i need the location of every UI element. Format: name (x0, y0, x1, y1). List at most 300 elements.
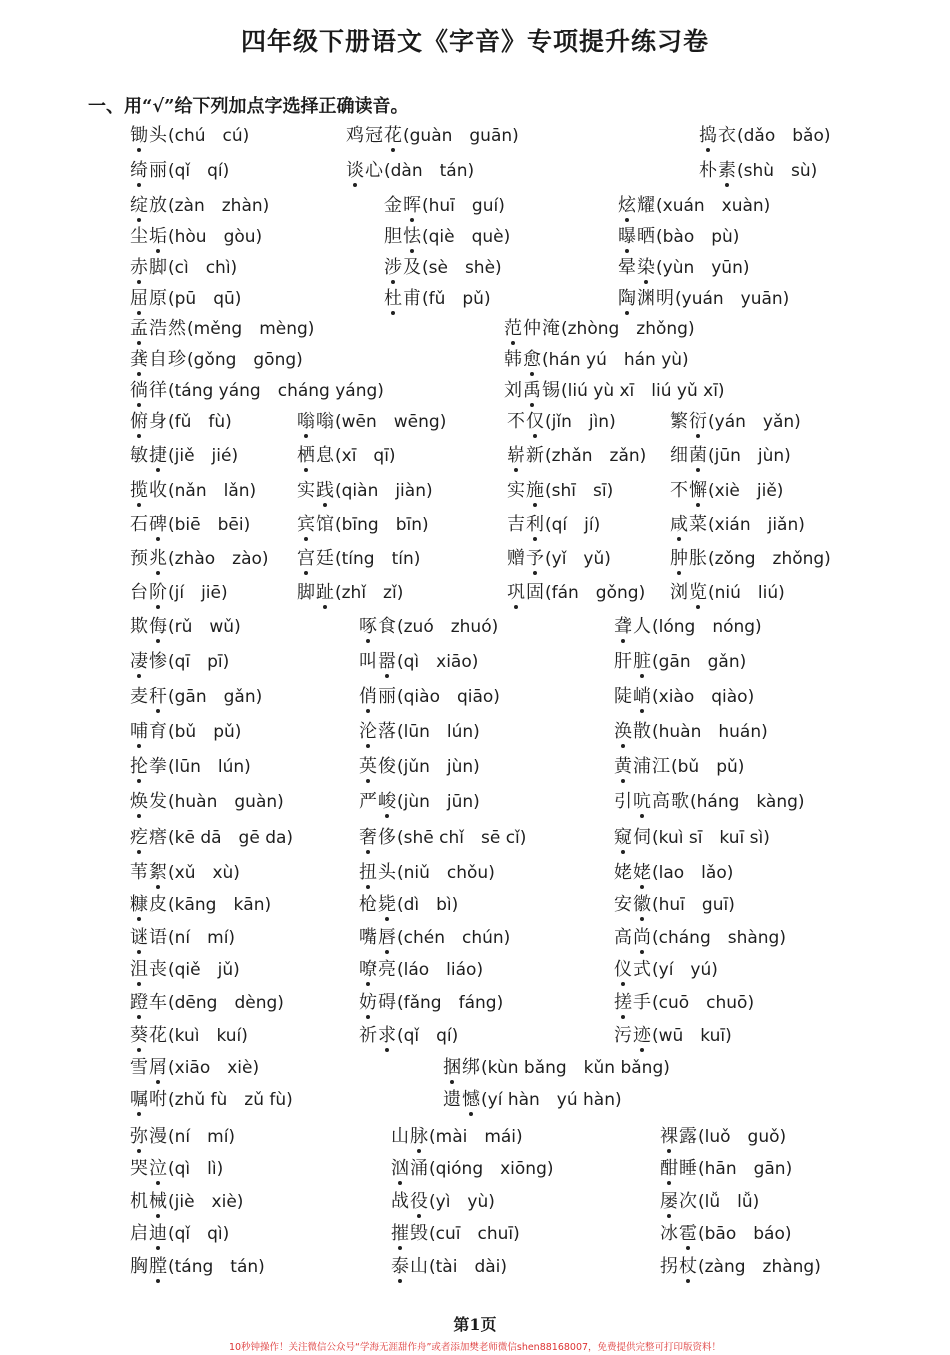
pinyin-options: (zǒng zhǒng) (708, 549, 831, 569)
emphasis-dot (640, 709, 644, 713)
pinyin-item (346, 124, 519, 148)
word: 孟浩然 (130, 318, 187, 339)
emphasis-dot (156, 1279, 160, 1283)
pinyin-item (130, 379, 384, 403)
pinyin-options: (fǔ fù) (168, 412, 232, 432)
pinyin-options: (yǐ yǔ) (545, 549, 611, 569)
word: 黄浦江 (614, 756, 671, 777)
pinyin-item (130, 1056, 259, 1080)
word: 龚自珍 (130, 349, 187, 370)
pinyin-item (130, 547, 269, 571)
pinyin-item (297, 410, 446, 434)
pinyin-options: (zhǔ fù zǔ fù) (168, 1090, 293, 1110)
word: 蹬车 (130, 992, 168, 1013)
word: 高尚 (614, 927, 652, 948)
emphasis-dot (137, 1112, 141, 1116)
emphasis-dot (530, 372, 534, 376)
pinyin-item (504, 348, 689, 372)
pinyin-item (130, 225, 262, 249)
emphasis-dot (323, 605, 327, 609)
word: 弥漫 (130, 1126, 168, 1147)
pinyin-options: (qí jí) (545, 515, 601, 535)
emphasis-dot (385, 917, 389, 921)
pinyin-item (130, 755, 251, 779)
pinyin-item (384, 256, 502, 280)
pinyin-item (670, 513, 805, 537)
pinyin-options: (yí yú) (652, 960, 718, 980)
word: 杜甫 (384, 288, 422, 309)
pinyin-item (130, 1024, 248, 1048)
word: 赤脚 (130, 257, 168, 278)
pinyin-options: (chén chún) (397, 928, 511, 948)
emphasis-dot (696, 468, 700, 472)
pinyin-options: (huī guí) (422, 196, 505, 216)
pinyin-options: (chú cú) (168, 126, 250, 146)
emphasis-dot (137, 311, 141, 315)
emphasis-dot (137, 1015, 141, 1019)
word: 祈求 (359, 1025, 397, 1046)
pinyin-options: (kē dā gē da) (168, 828, 294, 848)
pinyin-item (443, 1088, 622, 1112)
emphasis-dot (640, 950, 644, 954)
word: 抡拳 (130, 756, 168, 777)
emphasis-dot (621, 850, 625, 854)
word: 实施 (507, 480, 545, 501)
word: 咸菜 (670, 514, 708, 535)
pinyin-options: (kuì kuí) (168, 1026, 248, 1046)
emphasis-dot (137, 148, 141, 152)
pinyin-item (130, 348, 303, 372)
emphasis-dot (156, 709, 160, 713)
word: 涉及 (384, 257, 422, 278)
pinyin-item (359, 861, 495, 885)
pinyin-item (359, 926, 510, 950)
word: 俯身 (130, 411, 168, 432)
emphasis-dot (530, 403, 534, 407)
pinyin-item (130, 1222, 229, 1246)
footer-note: 10秒钟操作！关注微信公众号“学海无涯甜作舟”或者添加樊老师微信shen88168007，免费提供完整可打印版资料！ (228, 1342, 722, 1353)
pinyin-item (614, 893, 735, 917)
word: 陶渊明 (618, 288, 675, 309)
pinyin-options: (jiè xiè) (168, 1192, 244, 1212)
pinyin-item (130, 790, 284, 814)
pinyin-options: (xiè jiě) (708, 481, 784, 501)
emphasis-dot (137, 744, 141, 748)
pinyin-item (660, 1255, 821, 1279)
word: 预兆 (130, 548, 168, 569)
emphasis-dot (677, 571, 681, 575)
word: 捆绑 (443, 1057, 481, 1078)
pinyin-options: (xuán xuàn) (656, 196, 771, 216)
pinyin-item (130, 287, 241, 311)
page-title: 四年级下册语文《字音》专项提升练习卷 (240, 27, 709, 56)
emphasis-dot (625, 249, 629, 253)
pinyin-item (507, 444, 646, 468)
pinyin-item (614, 991, 754, 1015)
word: 葵花 (130, 1025, 168, 1046)
word: 裸露 (660, 1126, 698, 1147)
emphasis-dot (514, 605, 518, 609)
pinyin-options: (zhòng zhǒng) (561, 319, 695, 339)
pinyin-options: (tài dài) (429, 1257, 508, 1277)
pinyin-item (507, 479, 613, 503)
word: 鸡冠花 (346, 125, 403, 146)
pinyin-options: (gǒng gōng) (187, 350, 303, 370)
pinyin-item (660, 1190, 759, 1214)
pinyin-options: (bào pù) (656, 227, 740, 247)
emphasis-dot (417, 1149, 421, 1153)
emphasis-dot (621, 982, 625, 986)
word: 栖息 (297, 445, 335, 466)
emphasis-dot (469, 1112, 473, 1116)
word: 炫耀 (618, 195, 656, 216)
word: 韩愈 (504, 349, 542, 370)
word: 绮丽 (130, 160, 168, 181)
word: 涣散 (614, 721, 652, 742)
pinyin-item (130, 650, 229, 674)
pinyin-item (507, 581, 645, 605)
emphasis-dot (366, 744, 370, 748)
pinyin-options: (wēn wēng) (335, 412, 447, 432)
pinyin-options: (cuō chuō) (652, 993, 755, 1013)
emphasis-dot (385, 1048, 389, 1052)
word: 糠皮 (130, 894, 168, 915)
emphasis-dot (156, 1181, 160, 1185)
emphasis-dot (391, 311, 395, 315)
word: 啄食 (359, 616, 397, 637)
word: 尘垢 (130, 226, 168, 247)
emphasis-dot (137, 503, 141, 507)
pinyin-options: (jǔn jùn) (397, 757, 480, 777)
pinyin-options: (xiào qiào) (652, 687, 755, 707)
pinyin-item (346, 159, 474, 183)
pinyin-options: (háng kàng) (690, 792, 805, 812)
pinyin-item (670, 581, 785, 605)
word: 巩固 (507, 582, 545, 603)
section-heading: 一、用“√”给下列加点字选择正确读音。 (88, 96, 409, 117)
pinyin-options: (ní mí) (168, 928, 236, 948)
pinyin-options: (qǐ qì) (168, 1224, 230, 1244)
word: 枪毙 (359, 894, 397, 915)
emphasis-dot (621, 639, 625, 643)
emphasis-dot (304, 434, 308, 438)
pinyin-options: (kuì sī kuī sì) (652, 828, 770, 848)
pinyin-item (391, 1125, 523, 1149)
emphasis-dot (137, 850, 141, 854)
word: 污迹 (614, 1025, 652, 1046)
word: 摧毁 (391, 1223, 429, 1244)
pinyin-options: (qǐ qí) (168, 161, 230, 181)
emphasis-dot (621, 779, 625, 783)
pinyin-options: (yùn yūn) (656, 258, 750, 278)
pinyin-options: (nǎn lǎn) (168, 481, 257, 501)
pinyin-item (614, 685, 754, 709)
word: 妨碍 (359, 992, 397, 1013)
pinyin-options: (guàn guān) (403, 126, 519, 146)
pinyin-options: (rǔ wǔ) (168, 617, 241, 637)
pinyin-options: (pū qū) (168, 289, 242, 309)
emphasis-dot (137, 403, 141, 407)
pinyin-item (660, 1157, 792, 1181)
pinyin-item (359, 685, 500, 709)
emphasis-dot (366, 779, 370, 783)
emphasis-dot (137, 341, 141, 345)
word: 肝脏 (614, 651, 652, 672)
pinyin-item (130, 958, 240, 982)
word: 战役 (391, 1191, 429, 1212)
pinyin-item (359, 893, 458, 917)
pinyin-item (384, 287, 491, 311)
word: 敏捷 (130, 445, 168, 466)
pinyin-item (443, 1056, 670, 1080)
pinyin-item (297, 444, 396, 468)
pinyin-options: (hán yú hán yù) (542, 350, 689, 370)
page-number: 第1页 (453, 1315, 497, 1334)
word: 汹涌 (391, 1158, 429, 1179)
pinyin-item (359, 790, 480, 814)
word: 浏览 (670, 582, 708, 603)
word: 宾馆 (297, 514, 335, 535)
emphasis-dot (391, 280, 395, 284)
pinyin-item (699, 159, 817, 183)
pinyin-item (130, 685, 262, 709)
pinyin-options: (láo liáo) (397, 960, 484, 980)
word: 宫廷 (297, 548, 335, 569)
word: 聋人 (614, 616, 652, 637)
pinyin-options: (fǎng fáng) (397, 993, 504, 1013)
word: 严峻 (359, 791, 397, 812)
word: 引吭高歌 (614, 791, 690, 812)
pinyin-item (618, 225, 739, 249)
word: 陡峭 (614, 686, 652, 707)
pinyin-item (614, 615, 762, 639)
word: 嘱咐 (130, 1089, 168, 1110)
pinyin-item (507, 513, 600, 537)
word: 谜语 (130, 927, 168, 948)
pinyin-options: (huī guī) (652, 895, 735, 915)
pinyin-options: (fán gǒng) (545, 583, 646, 603)
pinyin-item (130, 256, 237, 280)
word: 金晖 (384, 195, 422, 216)
emphasis-dot (137, 917, 141, 921)
pinyin-options: (luǒ guǒ) (698, 1127, 787, 1147)
pinyin-options: (xián jiǎn) (708, 515, 805, 535)
pinyin-options: (dēng dèng) (168, 993, 284, 1013)
word: 不仅 (507, 411, 545, 432)
pinyin-options: (yán yǎn) (708, 412, 801, 432)
pinyin-item (618, 194, 770, 218)
emphasis-dot (533, 503, 537, 507)
word: 范仲淹 (504, 318, 561, 339)
word: 沦落 (359, 721, 397, 742)
pinyin-options: (lóng nóng) (652, 617, 762, 637)
pinyin-options: (sè shè) (422, 258, 502, 278)
pinyin-item (660, 1125, 786, 1149)
pinyin-options: (yuán yuān) (675, 289, 790, 309)
emphasis-dot (366, 639, 370, 643)
emphasis-dot (156, 1214, 160, 1218)
emphasis-dot (366, 982, 370, 986)
pinyin-options: (mài mái) (429, 1127, 523, 1147)
pinyin-options: (tíng tín) (335, 549, 421, 569)
pinyin-item (359, 958, 483, 982)
pinyin-options: (lǚ lǚ) (698, 1192, 760, 1212)
word: 焕发 (130, 791, 168, 812)
pinyin-item (359, 826, 526, 850)
word: 朴素 (699, 160, 737, 181)
pinyin-options: (ní mí) (168, 1127, 236, 1147)
pinyin-item (504, 379, 725, 403)
word: 凄惨 (130, 651, 168, 672)
word: 叫嚣 (359, 651, 397, 672)
pinyin-options: (cháng shàng) (652, 928, 786, 948)
emphasis-dot (686, 1246, 690, 1250)
pinyin-item (614, 861, 733, 885)
pinyin-options: (jiě jié) (168, 446, 239, 466)
word: 实践 (297, 480, 335, 501)
pinyin-options: (zàn zhàn) (168, 196, 270, 216)
word: 台阶 (130, 582, 168, 603)
emphasis-dot (385, 950, 389, 954)
emphasis-dot (366, 1015, 370, 1019)
word: 晕染 (618, 257, 656, 278)
pinyin-options: (qiào qiāo) (397, 687, 500, 707)
word: 哭泣 (130, 1158, 168, 1179)
emphasis-dot (137, 1048, 141, 1052)
pinyin-options: (qǐ qí) (397, 1026, 459, 1046)
emphasis-dot (644, 280, 648, 284)
emphasis-dot (137, 814, 141, 818)
pinyin-options: (cuī chuī) (429, 1224, 520, 1244)
emphasis-dot (304, 571, 308, 575)
emphasis-dot (398, 1181, 402, 1185)
emphasis-dot (156, 1080, 160, 1084)
word: 沮丧 (130, 959, 168, 980)
word: 冰雹 (660, 1223, 698, 1244)
pinyin-options: (měng mèng) (187, 319, 315, 339)
emphasis-dot (625, 218, 629, 222)
pinyin-options: (hān gān) (698, 1159, 793, 1179)
emphasis-dot (137, 372, 141, 376)
pinyin-options: (qiàn jiàn) (335, 481, 433, 501)
pinyin-options: (cì chì) (168, 258, 238, 278)
pinyin-options: (niǔ chǒu) (397, 863, 495, 883)
pinyin-options: (zhào zào) (168, 549, 269, 569)
emphasis-dot (696, 503, 700, 507)
emphasis-dot (385, 814, 389, 818)
emphasis-dot (706, 148, 710, 152)
emphasis-dot (621, 1015, 625, 1019)
word: 嘴唇 (359, 927, 397, 948)
word: 赠予 (507, 548, 545, 569)
emphasis-dot (137, 779, 141, 783)
word: 酣睡 (660, 1158, 698, 1179)
word: 麦秆 (130, 686, 168, 707)
pinyin-options: (bīng bīn) (335, 515, 429, 535)
emphasis-dot (625, 311, 629, 315)
word: 奢侈 (359, 827, 397, 848)
emphasis-dot (156, 639, 160, 643)
emphasis-dot (391, 148, 395, 152)
emphasis-dot (417, 1214, 421, 1218)
emphasis-dot (137, 218, 141, 222)
word: 吉利 (507, 514, 545, 535)
word: 安徽 (614, 894, 652, 915)
pinyin-options: (shī sī) (545, 481, 614, 501)
pinyin-item (130, 615, 241, 639)
emphasis-dot (366, 709, 370, 713)
word: 刘禹锡 (504, 380, 561, 401)
emphasis-dot (156, 1246, 160, 1250)
emphasis-dot (640, 885, 644, 889)
pinyin-options: (fǔ pǔ) (422, 289, 491, 309)
pinyin-item (297, 513, 429, 537)
word: 扭头 (359, 862, 397, 883)
pinyin-item (130, 893, 271, 917)
pinyin-options: (xī qī) (335, 446, 396, 466)
word: 徜徉 (130, 380, 168, 401)
word: 拐杖 (660, 1256, 698, 1277)
emphasis-dot (640, 917, 644, 921)
pinyin-item (504, 317, 695, 341)
emphasis-dot (137, 434, 141, 438)
word: 嘹亮 (359, 959, 397, 980)
word: 俏丽 (359, 686, 397, 707)
emphasis-dot (533, 537, 537, 541)
word: 苇絮 (130, 862, 168, 883)
emphasis-dot (533, 571, 537, 575)
emphasis-dot (156, 249, 160, 253)
pinyin-item (670, 444, 791, 468)
emphasis-dot (410, 249, 414, 253)
pinyin-options: (dì bì) (397, 895, 459, 915)
pinyin-options: (dàn tán) (384, 161, 475, 181)
word: 曝晒 (618, 226, 656, 247)
pinyin-item (614, 926, 786, 950)
pinyin-item (130, 1157, 223, 1181)
pinyin-item (507, 410, 616, 434)
pinyin-item (297, 547, 420, 571)
pinyin-item (391, 1157, 554, 1181)
pinyin-options: (niú liú) (708, 583, 785, 603)
pinyin-options: (shù sù) (737, 161, 818, 181)
emphasis-dot (686, 1279, 690, 1283)
pinyin-options: (qī pī) (168, 652, 230, 672)
word: 揽收 (130, 480, 168, 501)
emphasis-dot (156, 571, 160, 575)
emphasis-dot (667, 1181, 671, 1185)
word: 英俊 (359, 756, 397, 777)
pinyin-options: (gān gǎn) (168, 687, 263, 707)
pinyin-options: (liú yù xī liú yǔ xī) (561, 381, 725, 401)
pinyin-item (614, 1024, 732, 1048)
emphasis-dot (640, 674, 644, 678)
pinyin-item (130, 926, 235, 950)
emphasis-dot (725, 183, 729, 187)
pinyin-options: (lao lǎo) (652, 863, 734, 883)
pinyin-options: (qiè què) (422, 227, 511, 247)
pinyin-item (507, 547, 611, 571)
emphasis-dot (533, 434, 537, 438)
pinyin-options: (jǐn jìn) (545, 412, 616, 432)
word: 遗憾 (443, 1089, 481, 1110)
word: 胸膛 (130, 1256, 168, 1277)
pinyin-item (130, 194, 269, 218)
emphasis-dot (366, 850, 370, 854)
pinyin-item (130, 159, 229, 183)
word: 屡次 (660, 1191, 698, 1212)
pinyin-options: (zuó zhuó) (397, 617, 499, 637)
